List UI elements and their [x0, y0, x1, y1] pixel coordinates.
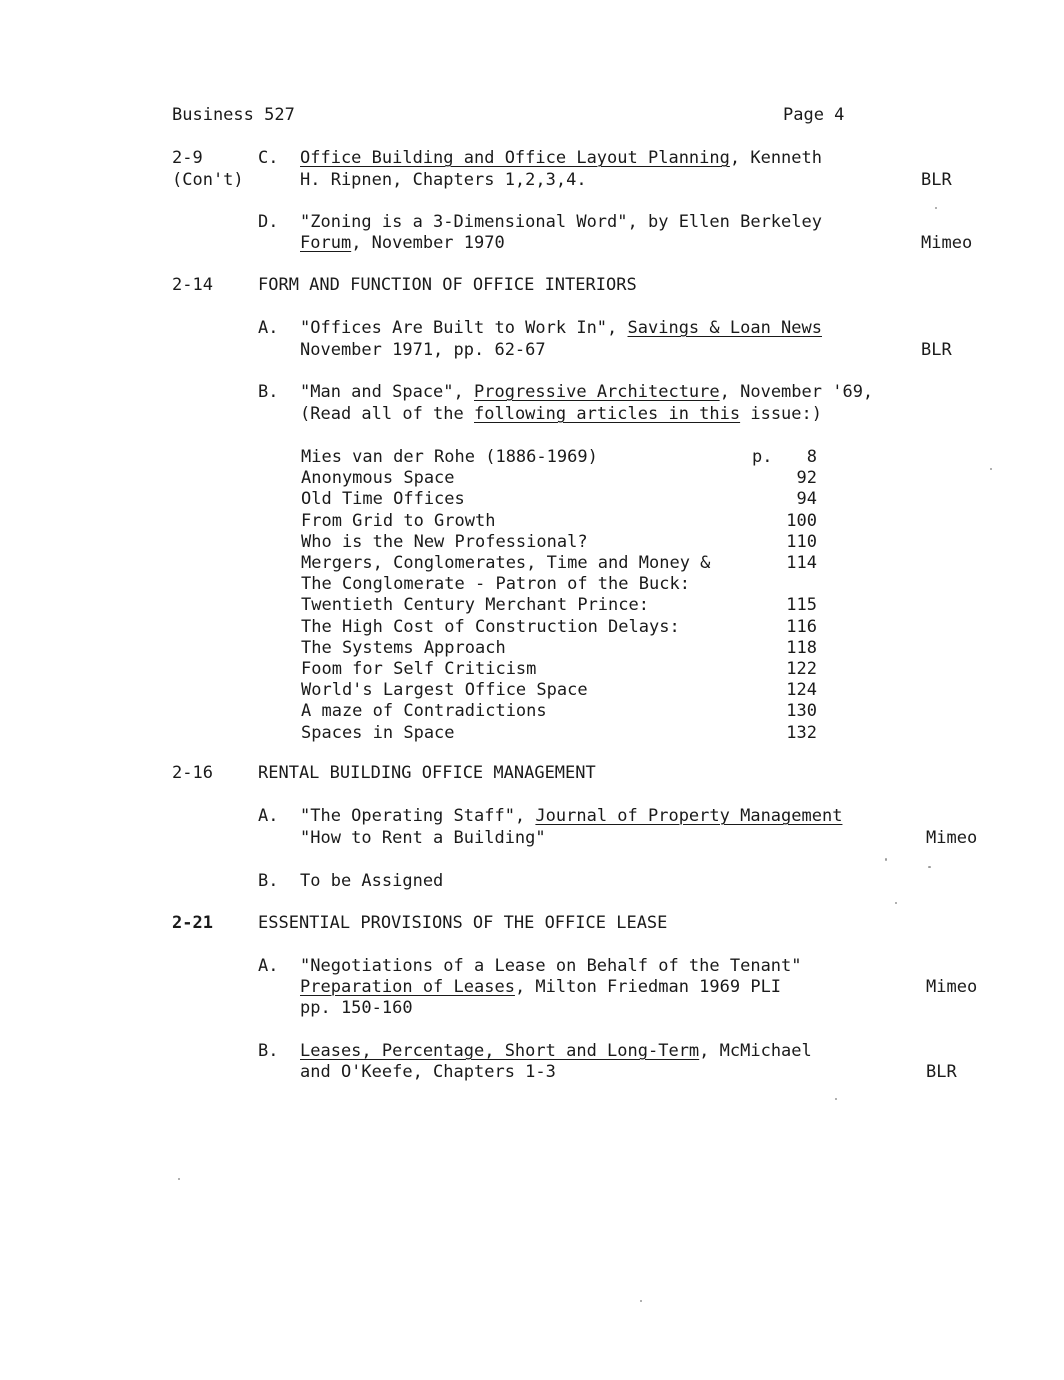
- article-title: The High Cost of Construction Delays:: [301, 616, 680, 637]
- article-title: Who is the New Professional?: [301, 531, 588, 552]
- article-title: Mies van der Rohe (1886-1969): [301, 447, 598, 467]
- publication-date: , November 1970: [351, 233, 505, 253]
- item-letter: A.: [258, 806, 279, 826]
- instruction-text: (Read all of the: [300, 404, 474, 424]
- article-title: Anonymous Space: [301, 468, 455, 489]
- article-page: 122: [786, 659, 817, 679]
- article-page: 132: [786, 722, 817, 743]
- scan-speck: [895, 902, 897, 904]
- article-title: The Systems Approach: [301, 637, 506, 658]
- item-letter: D.: [258, 212, 279, 232]
- instruction-end: issue:): [740, 404, 822, 424]
- article-title: "The Operating Staff",: [300, 806, 536, 826]
- article-title: "Offices Are Built to Work In",: [300, 318, 628, 338]
- reading-line-2: "How to Rent a Building": [300, 828, 546, 848]
- reading-line: [300, 148, 822, 169]
- scan-speck: [928, 866, 931, 868]
- article-page: 110: [786, 531, 817, 552]
- session-date: 2-16: [172, 763, 213, 783]
- article-page: 124: [786, 680, 817, 701]
- publication-date: , November '69,: [719, 382, 874, 402]
- item-letter: B.: [258, 871, 279, 891]
- item-letter: B.: [258, 1041, 279, 1061]
- article-title: Mergers, Conglomerates, Time and Money &: [301, 553, 711, 573]
- article-page: 114: [786, 553, 817, 573]
- reading-line: [300, 806, 842, 827]
- scan-speck: [640, 1300, 642, 1302]
- reading-line: "Negotiations of a Lease on Behalf of the Tenant": [300, 956, 802, 976]
- author-text: , Kenneth: [729, 148, 822, 168]
- article-page: 8: [806, 447, 817, 467]
- scan-speck: [885, 858, 887, 861]
- source-label: BLR: [926, 1062, 957, 1082]
- publication-title: Forum: [300, 233, 352, 253]
- session-date: 2-14: [172, 275, 213, 295]
- book-title: Leases, Percentage, Short and Long-Term: [300, 1041, 700, 1061]
- session-date-continued: (Con't): [172, 170, 244, 190]
- article-title: Twentieth Century Merchant Prince:: [301, 595, 649, 616]
- item-letter: A.: [258, 318, 279, 338]
- reading-line-2: November 1971, pp. 62-67: [300, 340, 546, 360]
- reading-line-2: [300, 404, 822, 425]
- session-heading: FORM AND FUNCTION OF OFFICE INTERIORS: [258, 275, 637, 295]
- scan-speck: [178, 1178, 180, 1180]
- page-prefix: p.: [752, 447, 773, 467]
- course-title: Business 527: [172, 105, 295, 125]
- publication-title: Preparation of Leases: [300, 977, 515, 997]
- item-letter: A.: [258, 956, 279, 976]
- author-text: , McMichael: [699, 1041, 812, 1061]
- article-page: 100: [786, 510, 817, 531]
- session-heading: ESSENTIAL PROVISIONS OF THE OFFICE LEASE: [258, 913, 668, 933]
- author-text: , Milton Friedman 1969 PLI: [514, 977, 782, 997]
- instruction-underlined: following articles in this: [474, 404, 741, 424]
- scan-speck: [990, 468, 992, 470]
- reading-line: [300, 1041, 812, 1062]
- article-title: Foom for Self Criticism: [301, 659, 537, 679]
- article-title: From Grid to Growth: [301, 510, 496, 531]
- item-letter: C.: [258, 148, 279, 168]
- publication-title: Journal of Property Management: [535, 806, 843, 826]
- session-date: 2-21: [172, 913, 213, 933]
- reading-line-2: and O'Keefe, Chapters 1-3: [300, 1062, 556, 1082]
- reading-line-3: pp. 150-160: [300, 998, 413, 1018]
- book-title: Office Building and Office Layout Planning: [300, 148, 730, 168]
- source-label: BLR: [921, 340, 952, 360]
- article-page: 118: [786, 637, 817, 658]
- session-date: 2-9: [172, 148, 203, 168]
- article-page: 115: [786, 595, 817, 616]
- reading-line: [300, 318, 822, 339]
- reading-line-2: [300, 977, 781, 998]
- page-number: Page 4: [783, 105, 845, 125]
- source-label: Mimeo: [921, 233, 973, 253]
- article-title: A maze of Contradictions: [301, 701, 547, 722]
- session-heading: RENTAL BUILDING OFFICE MANAGEMENT: [258, 763, 596, 783]
- reading-line-2: [300, 233, 505, 254]
- article-page: 116: [786, 616, 817, 637]
- article-page: 130: [786, 701, 817, 722]
- article-title: World's Largest Office Space: [301, 680, 588, 701]
- publication-title: Savings & Loan News: [627, 318, 822, 338]
- article-title: Old Time Offices: [301, 489, 465, 510]
- reading-line: To be Assigned: [300, 871, 444, 891]
- source-label: BLR: [921, 170, 952, 190]
- scan-speck: [935, 207, 937, 209]
- reading-line: [300, 382, 873, 403]
- article-title: Spaces in Space: [301, 722, 455, 743]
- publication-title: Progressive Architecture: [474, 382, 720, 402]
- article-title: The Conglomerate - Patron of the Buck:: [301, 574, 690, 595]
- article-page: 94: [796, 489, 817, 510]
- scan-speck: [835, 1098, 837, 1100]
- source-label: Mimeo: [926, 977, 978, 997]
- reading-line-2: H. Ripnen, Chapters 1,2,3,4.: [300, 170, 587, 190]
- article-page: 92: [796, 468, 817, 489]
- source-label: Mimeo: [926, 828, 978, 848]
- reading-line: "Zoning is a 3-Dimensional Word", by Ellen Berkeley: [300, 212, 822, 232]
- item-letter: B.: [258, 382, 279, 402]
- article-title: "Man and Space",: [300, 382, 474, 402]
